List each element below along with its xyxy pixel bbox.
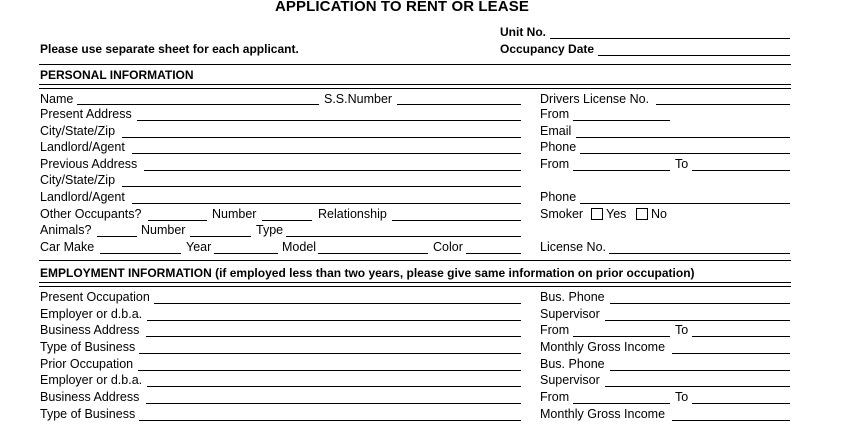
personal-heading: PERSONAL INFORMATION	[40, 68, 194, 82]
employer-dba-field[interactable]	[147, 320, 521, 321]
residence-to-label: To	[675, 157, 689, 171]
email-label: Email	[540, 124, 572, 138]
animal-type-field[interactable]	[286, 236, 521, 237]
smoker-yes-label: Yes	[606, 207, 627, 221]
smoker-label: Smoker	[540, 207, 584, 221]
type-of-business-2-field[interactable]	[139, 420, 521, 421]
other-occupants-label: Other Occupants?	[40, 207, 142, 221]
name-field[interactable]	[77, 104, 319, 105]
divider	[39, 282, 791, 283]
other-occupants-field[interactable]	[148, 220, 207, 221]
car-color-field[interactable]	[466, 253, 521, 254]
divider	[39, 84, 791, 85]
present-occupation-field[interactable]	[154, 303, 521, 304]
relationship-label: Relationship	[318, 207, 387, 221]
drivers-license-label: Drivers License No.	[540, 92, 650, 106]
employment-from-2-field[interactable]	[573, 403, 670, 404]
smoker-no-checkbox[interactable]	[636, 208, 648, 220]
prior-occupation-field[interactable]	[138, 370, 521, 371]
car-year-field[interactable]	[214, 253, 278, 254]
monthly-gross-income-2-label: Monthly Gross Income	[540, 407, 666, 421]
prior-occupation-label: Prior Occupation	[40, 357, 134, 371]
previous-address-label: Previous Address	[40, 157, 138, 171]
bus-phone-label: Bus. Phone	[540, 290, 605, 304]
phone-label: Phone	[540, 140, 577, 154]
city-state-zip-field[interactable]	[122, 137, 521, 138]
occupancy-date-field[interactable]	[598, 55, 790, 56]
divider	[39, 286, 791, 287]
type-of-business-2-label: Type of Business	[40, 407, 136, 421]
residence-from-label: From	[540, 157, 570, 171]
bus-phone-2-label: Bus. Phone	[540, 357, 605, 371]
smoker-no-label: No	[651, 207, 667, 221]
car-color-label: Color	[433, 240, 463, 254]
employer-dba-2-label: Employer or d.b.a.	[40, 373, 143, 387]
landlord-agent-2-label: Landlord/Agent	[40, 190, 125, 204]
employment-to-label: To	[675, 323, 689, 337]
phone-field[interactable]	[580, 153, 790, 154]
present-occupation-label: Present Occupation	[40, 290, 150, 304]
present-address-label: Present Address	[40, 107, 132, 121]
supervisor-label: Supervisor	[540, 307, 600, 321]
monthly-gross-income-label: Monthly Gross Income	[540, 340, 666, 354]
landlord-agent-label: Landlord/Agent	[40, 140, 125, 154]
separate-sheet-note: Please use separate sheet for each applicant.	[40, 42, 299, 56]
occupants-number-label: Number	[212, 207, 257, 221]
ss-number-field[interactable]	[397, 104, 521, 105]
car-make-field[interactable]	[100, 253, 181, 254]
email-field[interactable]	[576, 137, 790, 138]
car-license-field[interactable]	[609, 253, 790, 254]
license-from-label: From	[540, 107, 570, 121]
monthly-gross-income-field[interactable]	[672, 353, 790, 354]
previous-address-field[interactable]	[144, 170, 521, 171]
divider	[39, 260, 791, 261]
city-state-zip-label: City/State/Zip	[40, 124, 116, 138]
smoker-yes-checkbox[interactable]	[591, 208, 603, 220]
landlord-agent-2-field[interactable]	[132, 203, 521, 204]
animal-type-label: Type	[256, 223, 284, 237]
employment-from-2-label: From	[540, 390, 570, 404]
business-address-2-field[interactable]	[146, 403, 521, 404]
animals-field[interactable]	[97, 236, 137, 237]
present-address-field[interactable]	[137, 120, 521, 121]
supervisor-2-field[interactable]	[605, 386, 790, 387]
landlord-agent-field[interactable]	[132, 153, 521, 154]
phone-2-label: Phone	[540, 190, 577, 204]
bus-phone-2-field[interactable]	[610, 370, 790, 371]
city-state-zip-2-label: City/State/Zip	[40, 173, 116, 187]
business-address-label: Business Address	[40, 323, 140, 337]
city-state-zip-2-field[interactable]	[122, 186, 521, 187]
animals-number-field[interactable]	[190, 236, 251, 237]
employer-dba-label: Employer or d.b.a.	[40, 307, 143, 321]
supervisor-2-label: Supervisor	[540, 373, 600, 387]
occupancy-date-label: Occupancy Date	[500, 42, 595, 56]
residence-to-field[interactable]	[692, 170, 790, 171]
employment-to-2-label: To	[675, 390, 689, 404]
divider	[39, 88, 791, 89]
business-address-field[interactable]	[146, 336, 521, 337]
name-label: Name	[40, 92, 74, 106]
bus-phone-field[interactable]	[610, 303, 790, 304]
car-make-label: Car Make	[40, 240, 95, 254]
phone-2-field[interactable]	[580, 203, 790, 204]
employment-from-label: From	[540, 323, 570, 337]
animals-number-label: Number	[141, 223, 186, 237]
license-from-field[interactable]	[573, 120, 670, 121]
divider	[39, 64, 791, 65]
animals-label: Animals?	[40, 223, 92, 237]
car-model-field[interactable]	[318, 253, 428, 254]
occupants-number-field[interactable]	[262, 220, 312, 221]
ss-number-label: S.S.Number	[324, 92, 393, 106]
form-title: APPLICATION TO RENT OR LEASE	[275, 0, 529, 15]
monthly-gross-income-2-field[interactable]	[672, 420, 790, 421]
type-of-business-label: Type of Business	[40, 340, 136, 354]
supervisor-field[interactable]	[605, 320, 790, 321]
employer-dba-2-field[interactable]	[147, 386, 521, 387]
car-year-label: Year	[186, 240, 212, 254]
drivers-license-field[interactable]	[656, 104, 790, 105]
residence-from-field[interactable]	[573, 170, 670, 171]
car-license-label: License No.	[540, 240, 607, 254]
unit-no-field[interactable]	[550, 38, 790, 39]
employment-to-field[interactable]	[692, 336, 790, 337]
type-of-business-field[interactable]	[139, 353, 521, 354]
car-model-label: Model	[282, 240, 317, 254]
unit-no-label: Unit No.	[500, 25, 546, 39]
employment-heading: EMPLOYMENT INFORMATION (if employed less than two years, please give same information on prior occupation)	[40, 266, 695, 280]
relationship-field[interactable]	[392, 220, 521, 221]
employment-to-2-field[interactable]	[692, 403, 790, 404]
business-address-2-label: Business Address	[40, 390, 140, 404]
employment-from-field[interactable]	[573, 336, 670, 337]
